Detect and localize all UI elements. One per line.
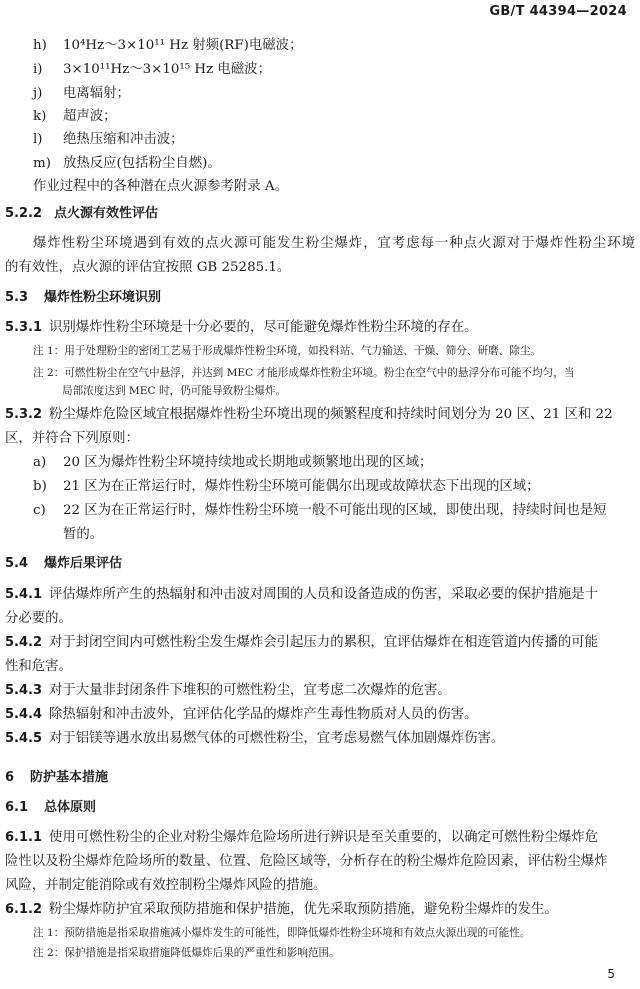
note: 注 2：可燃性粉尘在空气中悬浮，并达到 MEC 才能形成爆炸性粉尘环境。粉尘在空气中的悬浮分布可能不均匀，当	[33, 367, 575, 379]
paragraph-line: 区，并符合下列原则：	[5, 431, 139, 446]
paragraph-line: 风险，并制定能消除或有效控制粉尘爆炸风险的措施。	[5, 878, 327, 893]
clause-5-3-1: 5.3.1 识别爆炸性粉尘环境是十分必要的，尽可能避免爆炸性粉尘环境的存在。	[5, 320, 478, 335]
clause-6-1-1: 6.1.1 使用可燃性粉尘的企业对粉尘爆炸危险场所进行辨识是至关重要的，以确定可燃性粉尘爆炸危	[5, 830, 599, 845]
list-item: c) 22 区为在正常运行时，爆炸性粉尘环境一般不可能出现的区域，即使出现，持续时间也是短	[33, 503, 607, 518]
list-item-continuation: 暂的。	[63, 527, 104, 542]
annex-reference: 作业过程中的各种潜在点火源参考附录 A。	[33, 179, 288, 194]
note: 注 1：用于处理粉尘的密闭工艺易于形成爆炸性粉尘环境，如投料站、气力输送、干燥、筛分、研磨、除尘。	[33, 345, 542, 357]
list-item: h) 10⁴Hz～3×10¹¹ Hz 射频(RF)电磁波；	[33, 38, 303, 53]
clause-5-4-5: 5.4.5 对于铝镁等遇水放出易燃气体的可燃性粉尘，宜考虑易燃气体加剧爆炸伤害。	[5, 731, 505, 746]
paragraph-line: 分必要的。	[5, 611, 72, 626]
note: 注 2：保护措施是指采取措施降低爆炸后果的严重性和影响范围。	[33, 947, 340, 959]
clause-5-4-2: 5.4.2 对于封闭空间内可燃性粉尘发生爆炸会引起压力的累积，宜评估爆炸在相连管道内传播的可能	[5, 635, 599, 650]
paragraph-line: 性和危害。	[5, 659, 72, 674]
list-item: i) 3×10¹¹Hz～3×10¹⁵ Hz 电磁波；	[33, 62, 271, 77]
paragraph-line: 爆炸性粉尘环境遇到有效的点火源可能发生粉尘爆炸，宜考虑每一种点火源对于爆炸性粉尘环境	[33, 236, 635, 251]
list-item: k) 超声波；	[33, 109, 117, 124]
section-heading-6-1: 6.1 总体原则	[5, 800, 97, 815]
section-heading-5-3: 5.3 爆炸性粉尘环境识别	[5, 290, 162, 305]
paragraph-line: 的有效性，点火源的评估宜按照 GB 25285.1。	[5, 260, 291, 275]
list-item: b) 21 区为在正常运行时，爆炸性粉尘环境可能偶尔出现或故障状态下出现的区域；	[33, 479, 540, 494]
note-continuation: 局部浓度达到 MEC 时，仍可能导致粉尘爆炸。	[62, 385, 287, 397]
list-item: a) 20 区为爆炸性粉尘环境持续地或长期地或频繁地出现的区域；	[33, 455, 433, 470]
section-heading-5-4: 5.4 爆炸后果评估	[5, 556, 123, 571]
clause-5-4-1: 5.4.1 评估爆炸所产生的热辐射和冲击波对周围的人员和设备造成的伤害，采取必要的保护措施是十	[5, 587, 599, 602]
list-item: m) 放热反应(包括粉尘自燃)。	[33, 156, 221, 171]
list-item: j) 电离辐射；	[33, 86, 130, 101]
list-item: l) 绝热压缩和冲击波；	[33, 132, 184, 147]
section-heading-5-2-2: 5.2.2 点火源有效性评估	[5, 206, 159, 221]
paragraph-line: 险性以及粉尘爆炸危险场所的数量、位置、危险区域等，分析存在的粉尘爆炸危险因素，评估粉尘爆炸	[5, 854, 608, 869]
clause-5-4-3: 5.4.3 对于大量非封闭条件下堆积的可燃性粉尘，宜考虑二次爆炸的危害。	[5, 683, 451, 698]
note: 注 1：预防措施是指采取措施减小爆炸发生的可能性，即降低爆炸性粉尘环境和有效点火源出现的可能性。	[33, 927, 531, 939]
section-heading-6: 6 防护基本措施	[5, 770, 109, 785]
clause-5-3-2: 5.3.2 粉尘爆炸危险区域宜根据爆炸性粉尘环境出现的频繁程度和持续时间划分为 20 区、21 区和 22	[5, 407, 613, 422]
standard-number: GB/T 44394—2024	[489, 4, 627, 19]
page-number: 5	[607, 967, 615, 981]
clause-5-4-4: 5.4.4 除热辐射和冲击波外，宜评估化学品的爆炸产生毒性物质对人员的伤害。	[5, 707, 478, 722]
clause-6-1-2: 6.1.2 粉尘爆炸防护宜采取预防措施和保护措施，优先采取预防措施，避免粉尘爆炸的发生。	[5, 902, 558, 917]
